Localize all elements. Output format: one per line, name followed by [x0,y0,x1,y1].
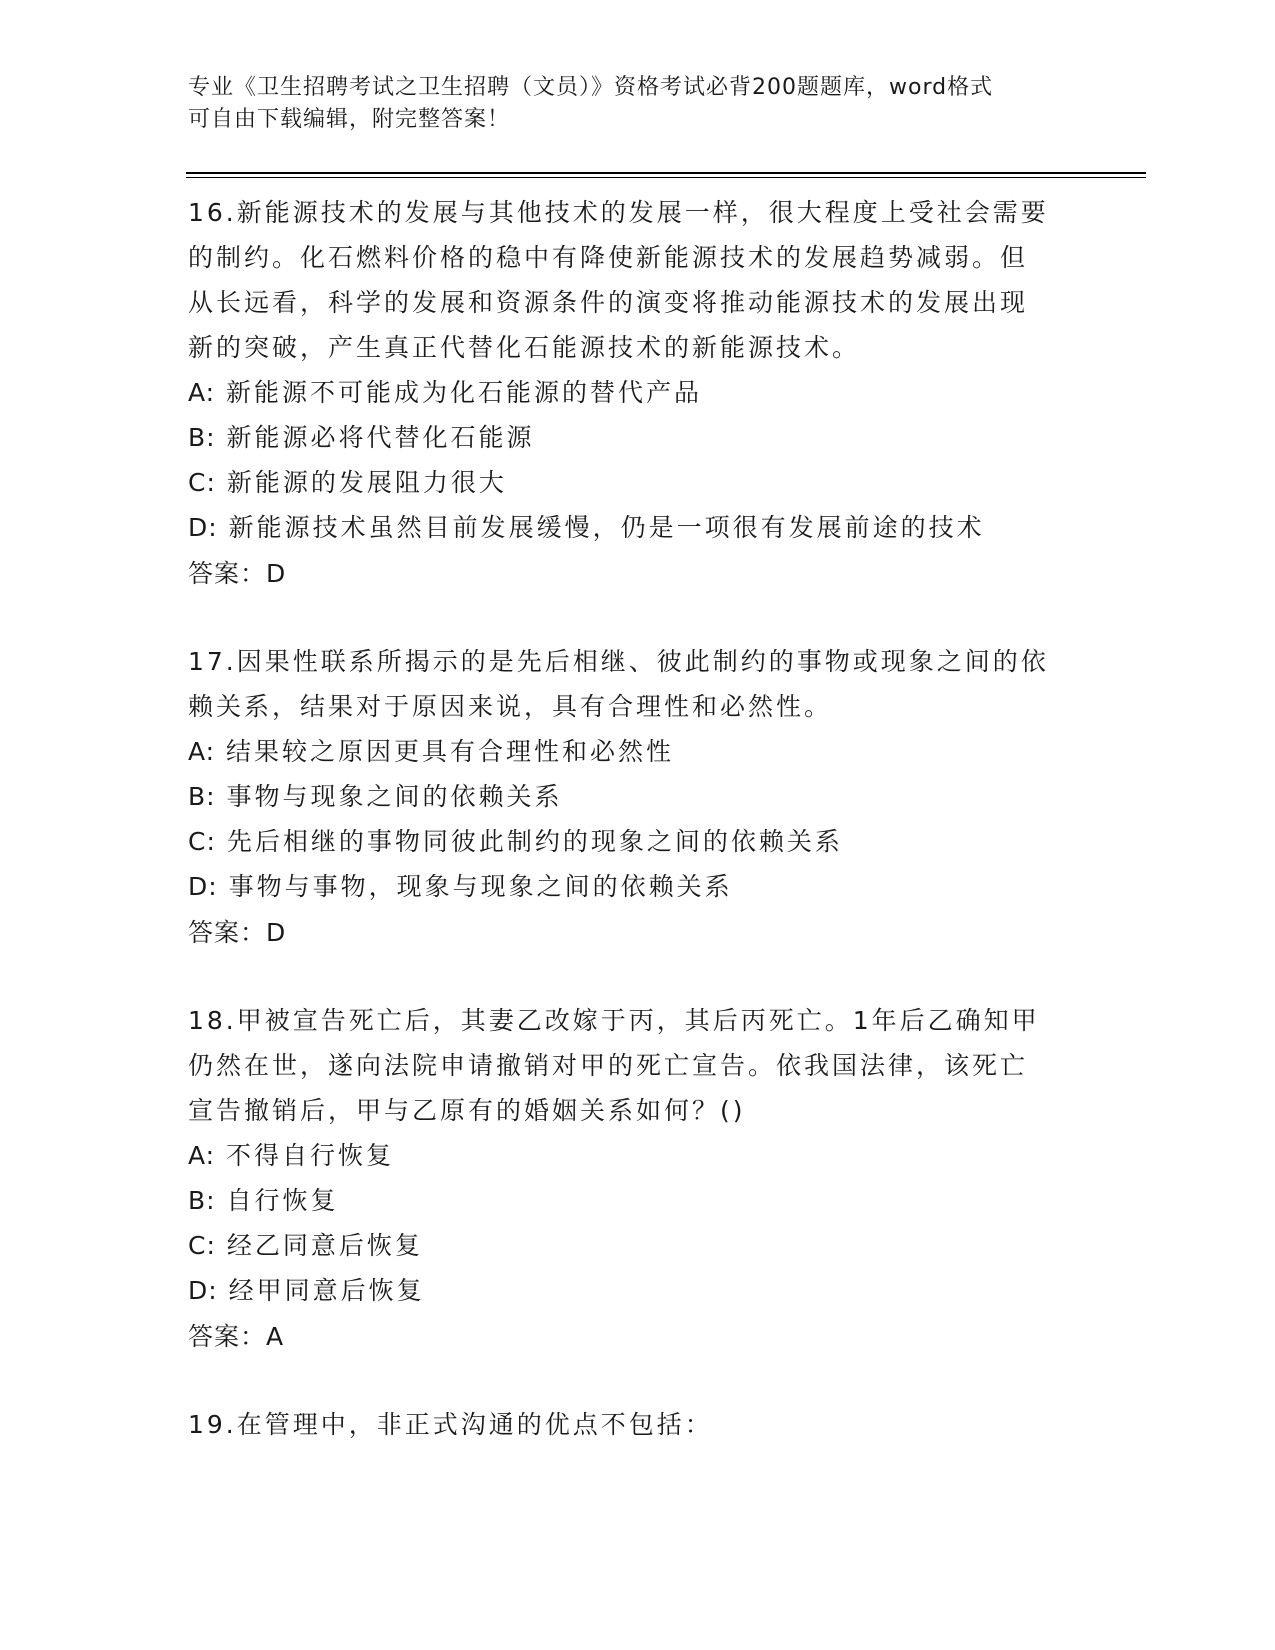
stem-line: 从长远看，科学的发展和资源条件的演变将推动能源技术的发展出现 [188,288,1029,317]
option-a [188,729,1088,774]
option-key: D: [188,1276,218,1305]
option-key: C: [188,1231,216,1260]
option-d [188,1268,1088,1313]
question-16 [188,190,1088,597]
question-stem [188,639,1088,729]
option-text: 新能源的发展阻力很大 [226,468,507,497]
option-key: D: [188,872,218,901]
option-text: 新能源不可能成为化石能源的替代产品 [226,378,703,407]
option-text: 先后相继的事物同彼此制约的现象之间的依赖关系 [226,827,843,856]
stem-line: 仍然在世，遂向法院申请撤销对甲的死亡宣告。依我国法律，该死亡 [188,1051,1029,1080]
answer-line: 答案：D [188,559,287,588]
option-b [188,774,1088,819]
stem-line: 新的突破，产生真正代替化石能源技术的新能源技术。 [188,333,861,362]
header-rule-thick [186,172,1146,174]
question-stem [188,1402,1088,1447]
option-b [188,1178,1088,1223]
option-text: 事物与现象之间的依赖关系 [226,782,563,811]
stem-line: 宣告撤销后，甲与乙原有的婚姻关系如何？() [188,1096,746,1125]
question-18 [188,998,1088,1360]
answer-line: 答案：D [188,918,287,947]
option-c [188,460,1088,505]
option-text: 不得自行恢复 [226,1141,395,1170]
option-key: B: [188,423,216,452]
option-text: 经乙同意后恢复 [226,1231,423,1260]
option-key: A: [188,737,216,766]
option-text: 经甲同意后恢复 [228,1276,425,1305]
option-key: C: [188,827,216,856]
stem-line: 17.因果性联系所揭示的是先后相继、彼此制约的事物或现象之间的依 [188,647,1049,676]
stem-line: 18.甲被宣告死亡后，其妻乙改嫁于丙，其后丙死亡。1年后乙确知甲 [188,1006,1040,1035]
stem-line: 的制约。化石燃料价格的稳中有降使新能源技术的发展趋势减弱。但 [188,243,1029,272]
question-stem [188,998,1088,1133]
option-text: 事物与事物，现象与现象之间的依赖关系 [228,872,733,901]
option-b [188,415,1088,460]
option-text: 新能源必将代替化石能源 [226,423,535,452]
option-key: C: [188,468,216,497]
document-header [188,72,1088,136]
question-list [188,190,1088,1489]
option-key: B: [188,782,216,811]
stem-line: 16.新能源技术的发展与其他技术的发展一样，很大程度上受社会需要 [188,198,1049,227]
option-key: A: [188,1141,216,1170]
option-text: 新能源技术虽然目前发展缓慢，仍是一项很有发展前途的技术 [228,513,985,542]
option-d [188,864,1088,909]
header-rule-thin [186,177,1146,178]
question-17 [188,639,1088,956]
option-text: 结果较之原因更具有合理性和必然性 [226,737,675,766]
answer-line: 答案：A [188,1322,285,1351]
option-key: D: [188,513,218,542]
stem-line: 19.在管理中，非正式沟通的优点不包括： [188,1410,713,1439]
option-a [188,370,1088,415]
option-text: 自行恢复 [226,1186,339,1215]
header-title-line-2: 可自由下载编辑，附完整答案！ [188,107,511,132]
option-a [188,1133,1088,1178]
option-c [188,819,1088,864]
option-c [188,1223,1088,1268]
header-title-line-1: 专业《卫生招聘考试之卫生招聘（文员）》资格考试必背200题题库，word格式 [188,75,994,100]
option-d [188,505,1088,550]
stem-line: 赖关系，结果对于原因来说，具有合理性和必然性。 [188,692,833,721]
option-key: A: [188,378,216,407]
option-key: B: [188,1186,216,1215]
question-stem [188,190,1088,370]
question-19 [188,1402,1088,1447]
